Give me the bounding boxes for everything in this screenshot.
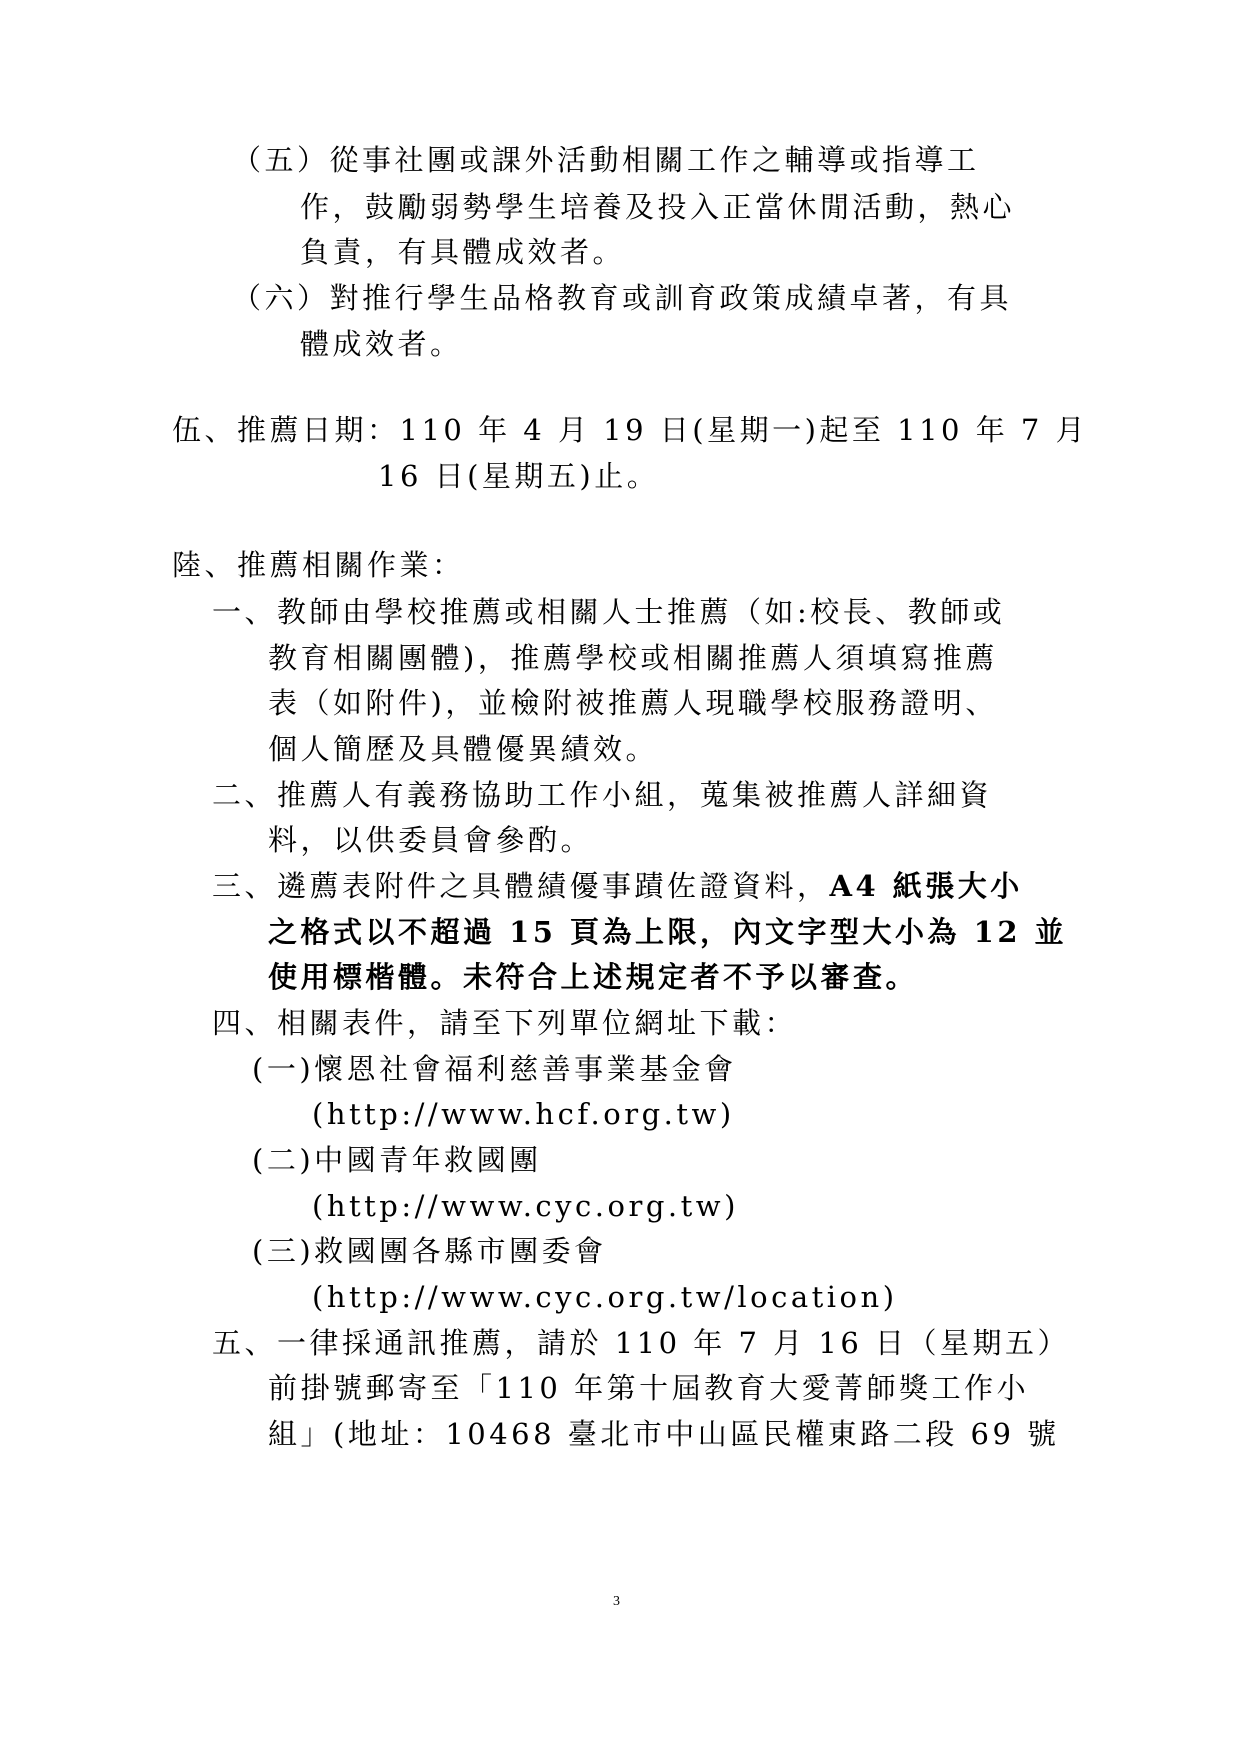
item-five-line2: 前掛號郵寄至「110 年第十屆教育大愛菁師獎工作小 — [268, 1371, 1030, 1405]
item-three-line1-bold: A4 紙張大小 — [829, 869, 1023, 903]
section-wu-line2: 16 日(星期五)止。 — [378, 459, 660, 493]
link-hcf-name: (一)懷恩社會福利慈善事業基金會 — [252, 1052, 737, 1086]
item5-line3: 負責，有具體成效者。 — [300, 235, 626, 269]
item-two-line2: 料，以供委員會參酌。 — [268, 823, 594, 857]
item-one-line4: 個人簡歷及具體優異績效。 — [268, 732, 659, 766]
item-one-line3: 表（如附件)，並檢附被推薦人現職學校服務證明、 — [268, 686, 998, 720]
section-liu-title: 陸、推薦相關作業： — [172, 548, 465, 582]
item-three-line3: 使用標楷體。未符合上述規定者不予以審查。 — [268, 960, 919, 994]
link-cyc-url[interactable]: (http://www.cyc.org.tw) — [312, 1189, 739, 1223]
item5-line1: （五）從事社團或課外活動相關工作之輔導或指導工 — [232, 143, 980, 177]
item-one-line2: 教育相關團體)，推薦學校或相關推薦人須填寫推薦 — [268, 641, 998, 675]
section-wu-line1: 伍、推薦日期：110 年 4 月 19 日(星期一)起至 110 年 7 月 — [172, 413, 1089, 447]
item-three-line2: 之格式以不超過 15 頁為上限，內文字型大小為 12 並 — [268, 915, 1068, 949]
link-hcf-url[interactable]: (http://www.hcf.org.tw) — [312, 1097, 735, 1131]
link-location-name: (三)救國團各縣市團委會 — [252, 1234, 607, 1268]
item5-line2: 作，鼓勵弱勢學生培養及投入正當休閒活動，熱心 — [300, 190, 1016, 224]
item6-line2: 體成效者。 — [300, 327, 463, 361]
item-three-line1-normal: 三、遴薦表附件之具體績優事蹟佐證資料， — [212, 869, 830, 903]
item6-line1: （六）對推行學生品格教育或訓育政策成績卓著，有具 — [232, 281, 1013, 315]
item-one-line1: 一、教師由學校推薦或相關人士推薦（如:校長、教師或 — [212, 595, 1006, 629]
link-cyc-name: (二)中國青年救國團 — [252, 1143, 542, 1177]
link-location-url[interactable]: (http://www.cyc.org.tw/location) — [312, 1280, 898, 1314]
item-four-title: 四、相關表件，請至下列單位網址下載： — [212, 1006, 798, 1040]
item-three-line1 — [212, 866, 1023, 906]
item-five-line3: 組」(地址：10468 臺北市中山區民權東路二段 69 號 — [268, 1417, 1060, 1451]
item-two-line1: 二、推薦人有義務協助工作小組，蒐集被推薦人詳細資 — [212, 778, 993, 812]
page-number: 3 — [613, 1594, 620, 1609]
item-five-line1: 五、一律採通訊推薦，請於 110 年 7 月 16 日（星期五） — [212, 1326, 1071, 1360]
